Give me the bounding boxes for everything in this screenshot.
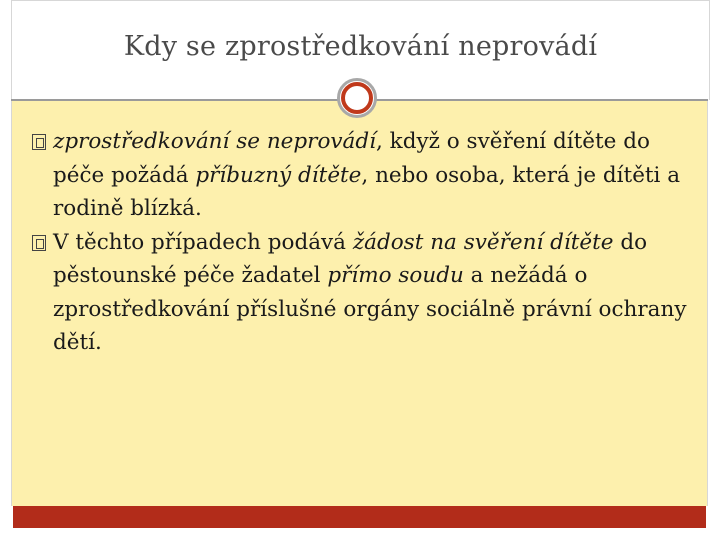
bullet-1-segment-1: zprostředkování se neprovádí [53,129,376,154]
footer-tick [706,506,708,528]
bullet-item-2 [32,226,692,360]
bullet-item-1 [32,125,692,226]
bullet-1-segment-3: příbuzný dítěte [195,162,362,188]
bullet-2-segment-3: do pěstounské péče žadatel [53,229,648,288]
bullet-2-segment-5: a nežádá o zprostředkování příslušné orgány sociálně právní ochrany dětí. [53,263,687,355]
bullet-box-icon [32,235,46,251]
footer-bar [11,506,708,528]
bullet-2-segment-2: žádost na svěření dítěte [352,229,614,255]
bullet-box-icon [32,134,46,150]
bullet-2-segment-4: přímo soudu [327,263,464,288]
bullet-1-segment-4: , nebo osoba, která je dítěti a rodině blízká. [53,162,681,221]
bullet-1-segment-2: , když o svěření dítěte do péče požádá [53,129,650,188]
bullet-2-segment-1: V těchto případech podává [53,229,353,255]
slide-title: Kdy se zprostředkování neprovádí [123,31,598,62]
bullet-list [32,125,692,360]
decorative-circle-icon [341,82,373,114]
footer-tick [11,506,13,528]
